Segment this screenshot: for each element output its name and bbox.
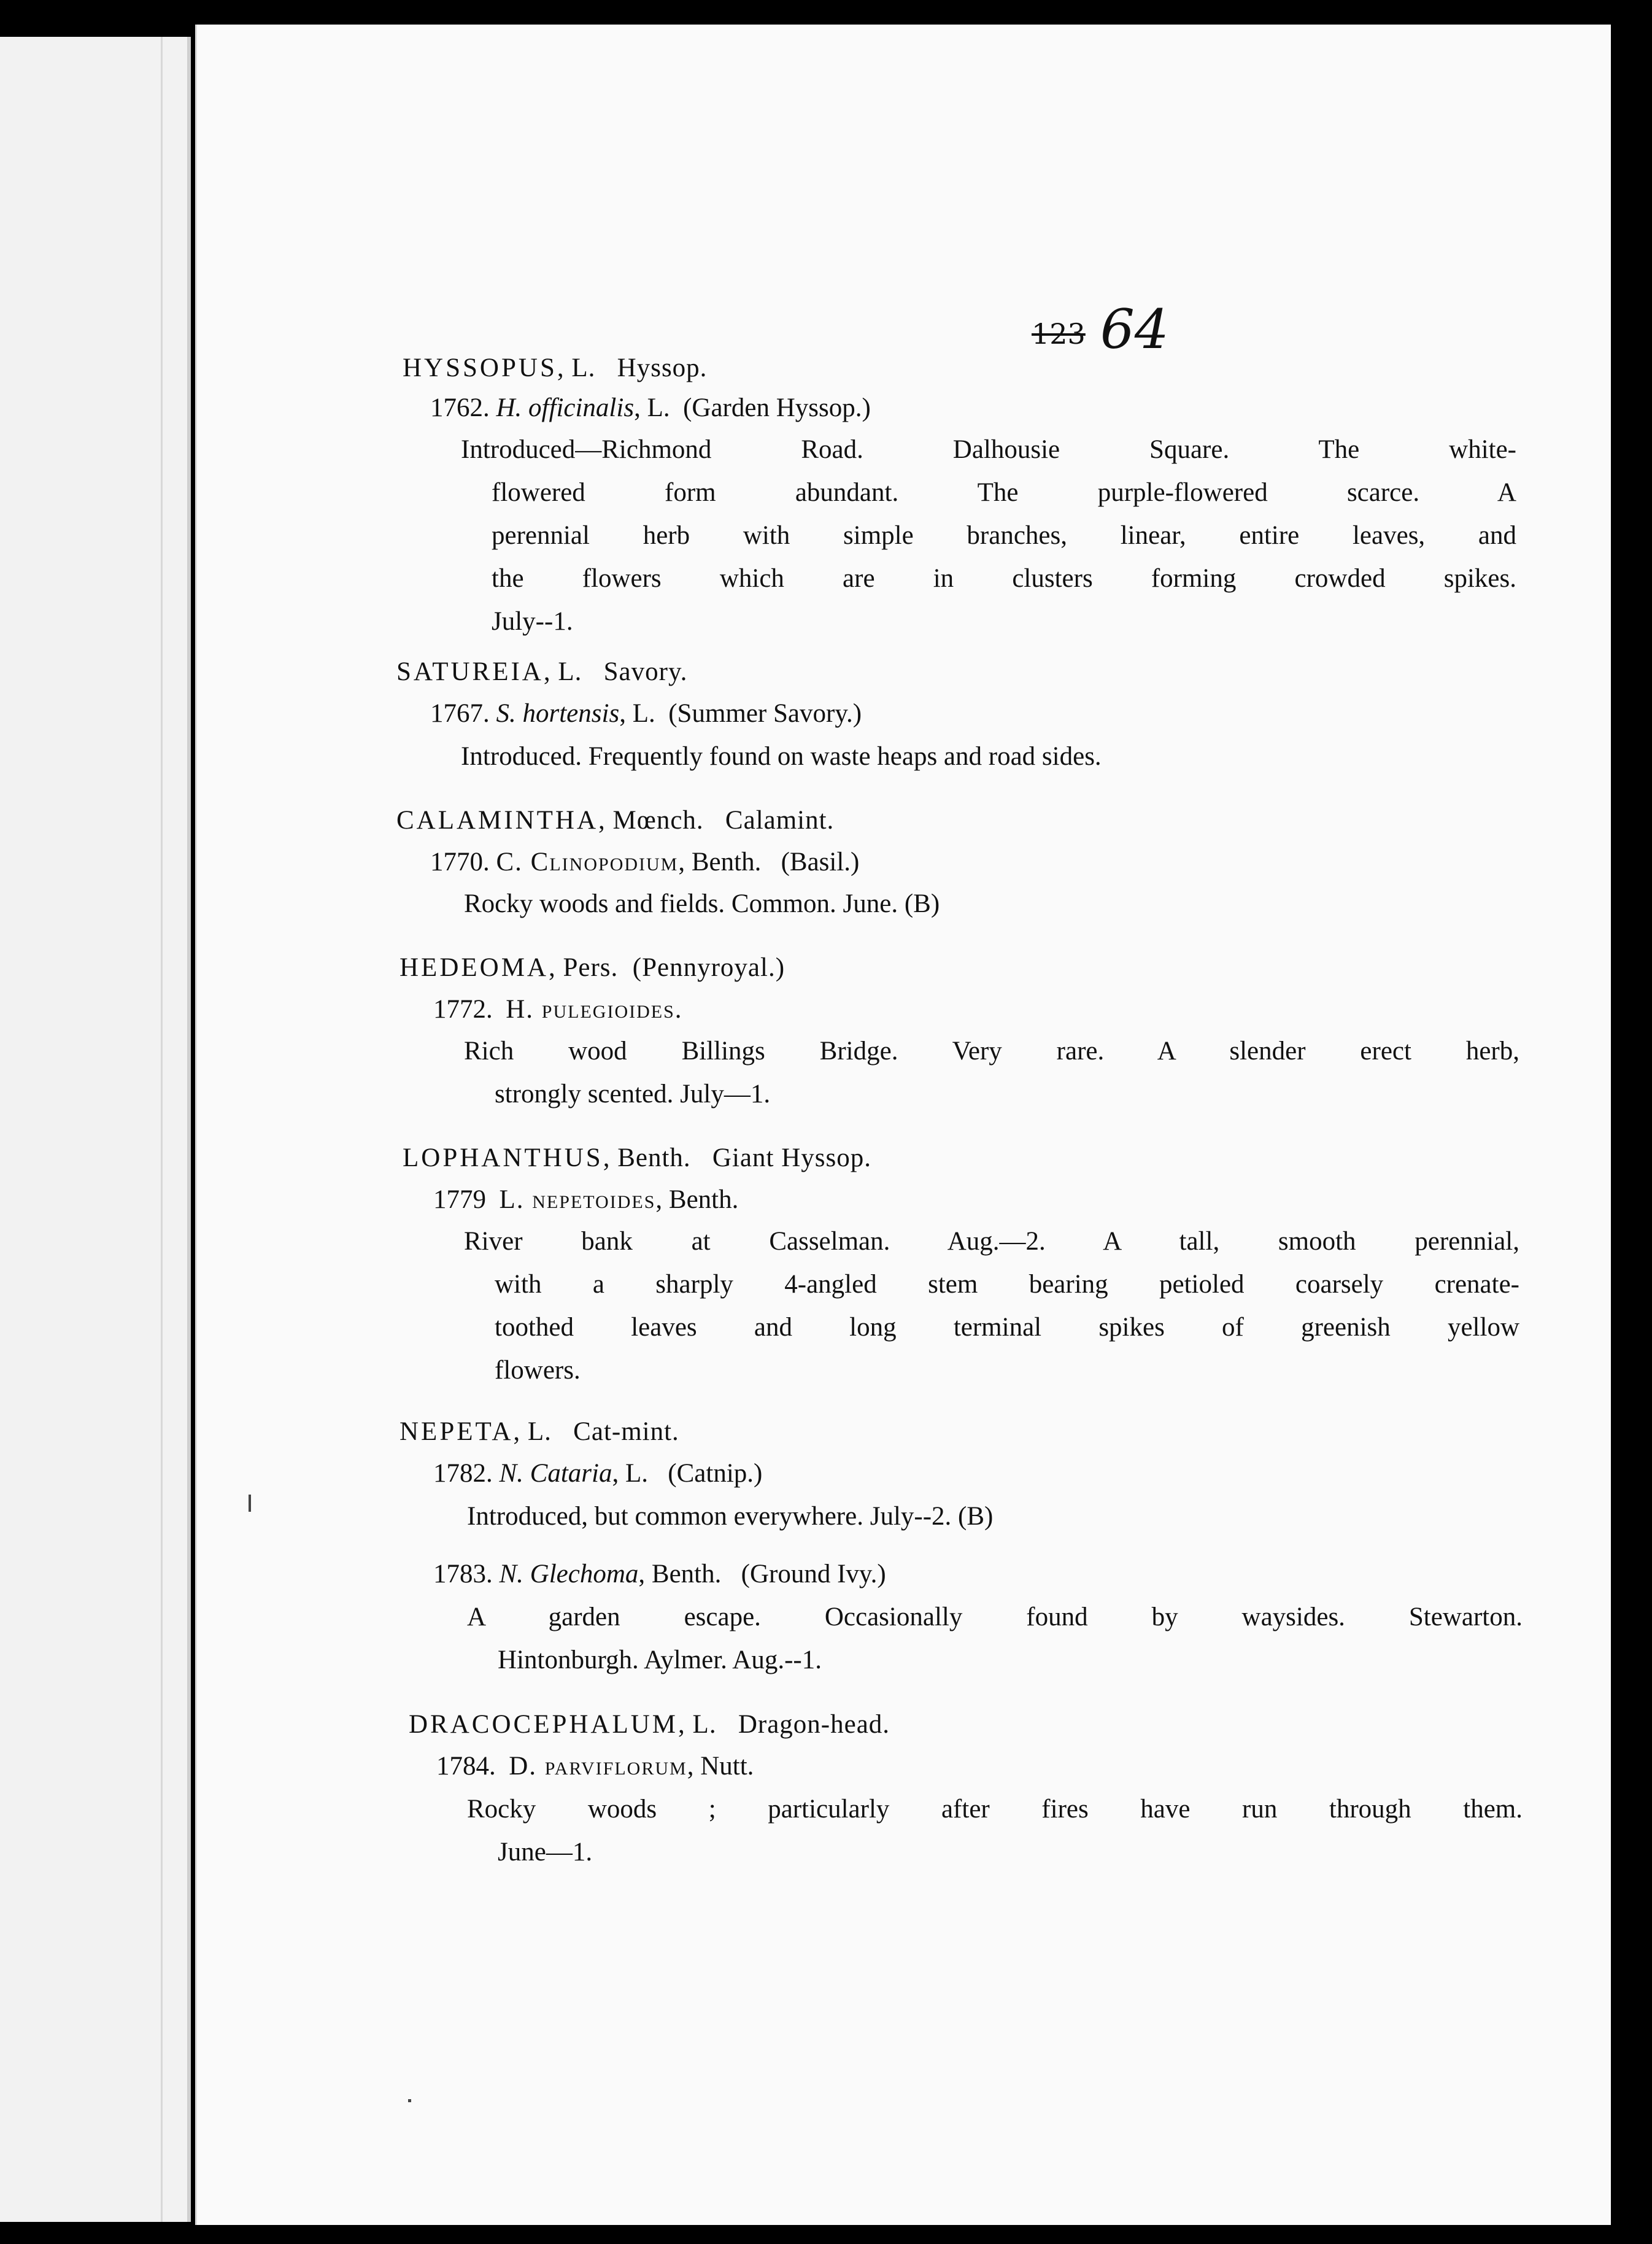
species-line: 1762. H. officinalis, L. (Garden Hyssop.) [430, 393, 871, 422]
page-number [1032, 298, 1169, 361]
stray-mark [249, 1495, 251, 1512]
species-description: Introduced. Frequently found on waste heaps and road sides. [461, 742, 1102, 771]
species-line: 1784. D. parviflorum, Nutt. [436, 1752, 754, 1781]
species-description: River bank at Casselman. Aug.—2. A tall, smooth perennial, with a sharply 4-angled stem bearing petioled coarsely crenate- toothed leaves and long terminal spikes of greenish yellow flowers. [464, 1227, 1519, 1385]
species-description: Rocky woods ; particularly after fires have run through them. June—1. [467, 1795, 1523, 1867]
handwritten-page-number: 64 [1100, 298, 1169, 361]
genus-heading: NEPETA, L. Cat-mint. [399, 1417, 679, 1446]
genus-heading: HYSSOPUS, L. Hyssop. [403, 354, 708, 382]
genus-heading: SATUREIA, L. Savory. [396, 657, 688, 686]
genus-heading: HEDEOMA, Pers. (Pennyroyal.) [399, 953, 785, 982]
genus-heading: DRACOCEPHALUM, L. Dragon-head. [409, 1710, 890, 1739]
species-description: Rich wood Billings Bridge. Very rare. A slender erect herb, strongly scented. July—1. [464, 1037, 1519, 1108]
species-line: 1783. N. Glechoma, Benth. (Ground Ivy.) [433, 1560, 886, 1588]
species-line: 1767. S. hortensis, L. (Summer Savory.) [430, 699, 862, 728]
species-description: Introduced—Richmond Road. Dalhousie Square. The white- flowered form abundant. The purple-flowered scarce. A perennial herb with simple branches, linear, entire leaves, and the flowers which are in clusters forming crowded spikes. July--1. [461, 435, 1516, 636]
species-description: A garden escape. Occasionally found by waysides. Stewarton. Hintonburgh. Aylmer. Aug.--1. [467, 1603, 1523, 1674]
species-description: Introduced, but common everywhere. July--2. (B) [467, 1502, 994, 1531]
species-line: 1772. H. pulegioides. [433, 995, 683, 1024]
genus-heading: LOPHANTHUS, Benth. Giant Hyssop. [403, 1143, 871, 1172]
document-page [195, 25, 1611, 2225]
genus-heading: CALAMINTHA, Mœnch. Calamint. [396, 806, 835, 835]
species-line: 1782. N. Cataria, L. (Catnip.) [433, 1459, 763, 1488]
struck-page-number: 123 [1032, 317, 1086, 351]
species-description: Rocky woods and fields. Common. June. (B) [464, 889, 940, 918]
stray-mark [408, 2099, 411, 2102]
species-line: 1779 L. nepetoides, Benth. [433, 1185, 739, 1214]
species-line: 1770. C. Clinopodium, Benth. (Basil.) [430, 848, 860, 876]
facing-page-edge [0, 37, 191, 2222]
